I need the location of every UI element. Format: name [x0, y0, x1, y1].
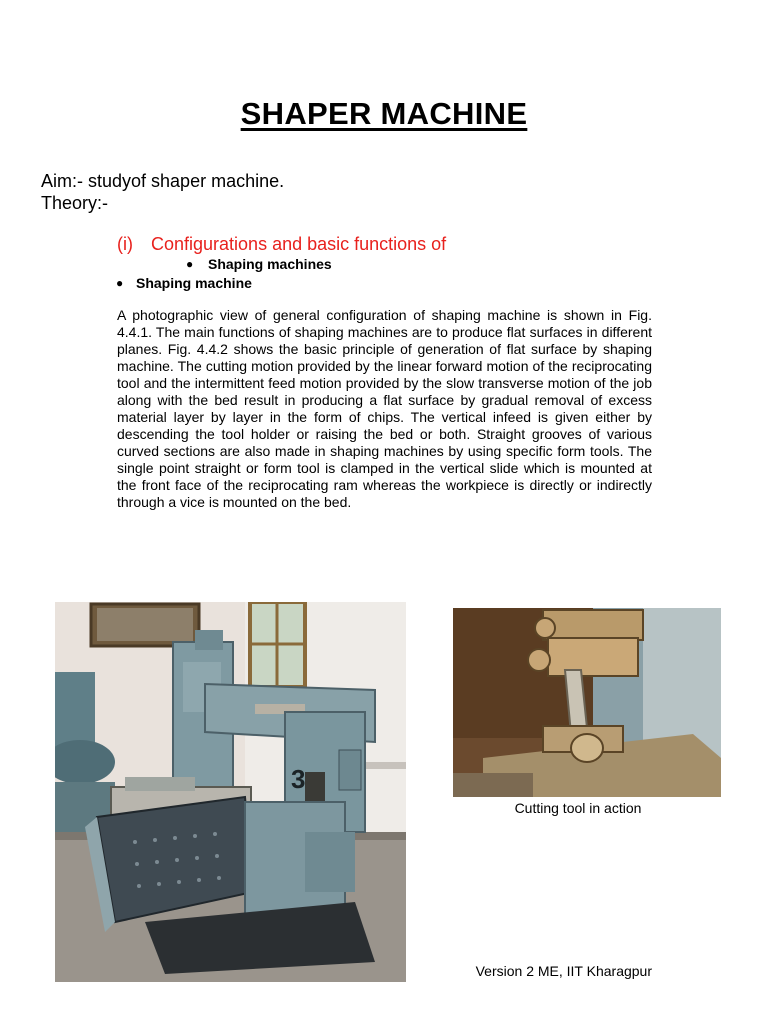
- body-paragraph: A photographic view of general configuration of shaping machine is shown in Fig. 4.4.1. The main functions of shaping machines are to produce flat surfaces in different planes. Fig. 4.4.2 shows the basic principle of generation of flat surface by shaping machine. The cutting motion provided by the linear forward motion of the reciprocating tool and the intermittent feed motion provided by the slow transverse motion of the job along with the bed result in producing a flat surface by gradual removal of excess material layer by layer in the form of chips. The vertical infeed is given either by descending the tool holder or raising the bed or both. Straight grooves of various curved sections are also made in shaping machines by using specific form tools. The single point straight or form tool is clamped in the vertical slide which is mounted at the front face of the reciprocating ram whereas the workpiece is directly or indirectly through a vice is mounted on the bed.: [117, 307, 652, 510]
- machine-marking: 3: [291, 764, 306, 794]
- section-heading: [117, 234, 446, 255]
- theory-heading: Theory:-: [41, 193, 109, 213]
- aim-line: Aim:- studyof shaper machine.: [41, 171, 285, 191]
- bullet-item: [116, 275, 252, 291]
- bullet-item: [186, 256, 332, 272]
- section-number: (i): [117, 234, 133, 254]
- bullet-label: Shaping machine: [136, 275, 252, 291]
- photo-caption: Cutting tool in action: [514, 800, 642, 816]
- section-title: Configurations and basic functions of: [151, 234, 447, 254]
- shaper-machine-photo: [55, 602, 406, 982]
- bullet-dot-icon: ●: [116, 276, 124, 290]
- document-title: SHAPER MACHINE: [240, 96, 528, 131]
- bullet-dot-icon: ●: [186, 257, 194, 271]
- page-footer: Version 2 ME, IIT Kharagpur: [475, 963, 652, 979]
- bullet-label: Shaping machines: [208, 256, 332, 272]
- cutting-tool-photo: [453, 608, 721, 797]
